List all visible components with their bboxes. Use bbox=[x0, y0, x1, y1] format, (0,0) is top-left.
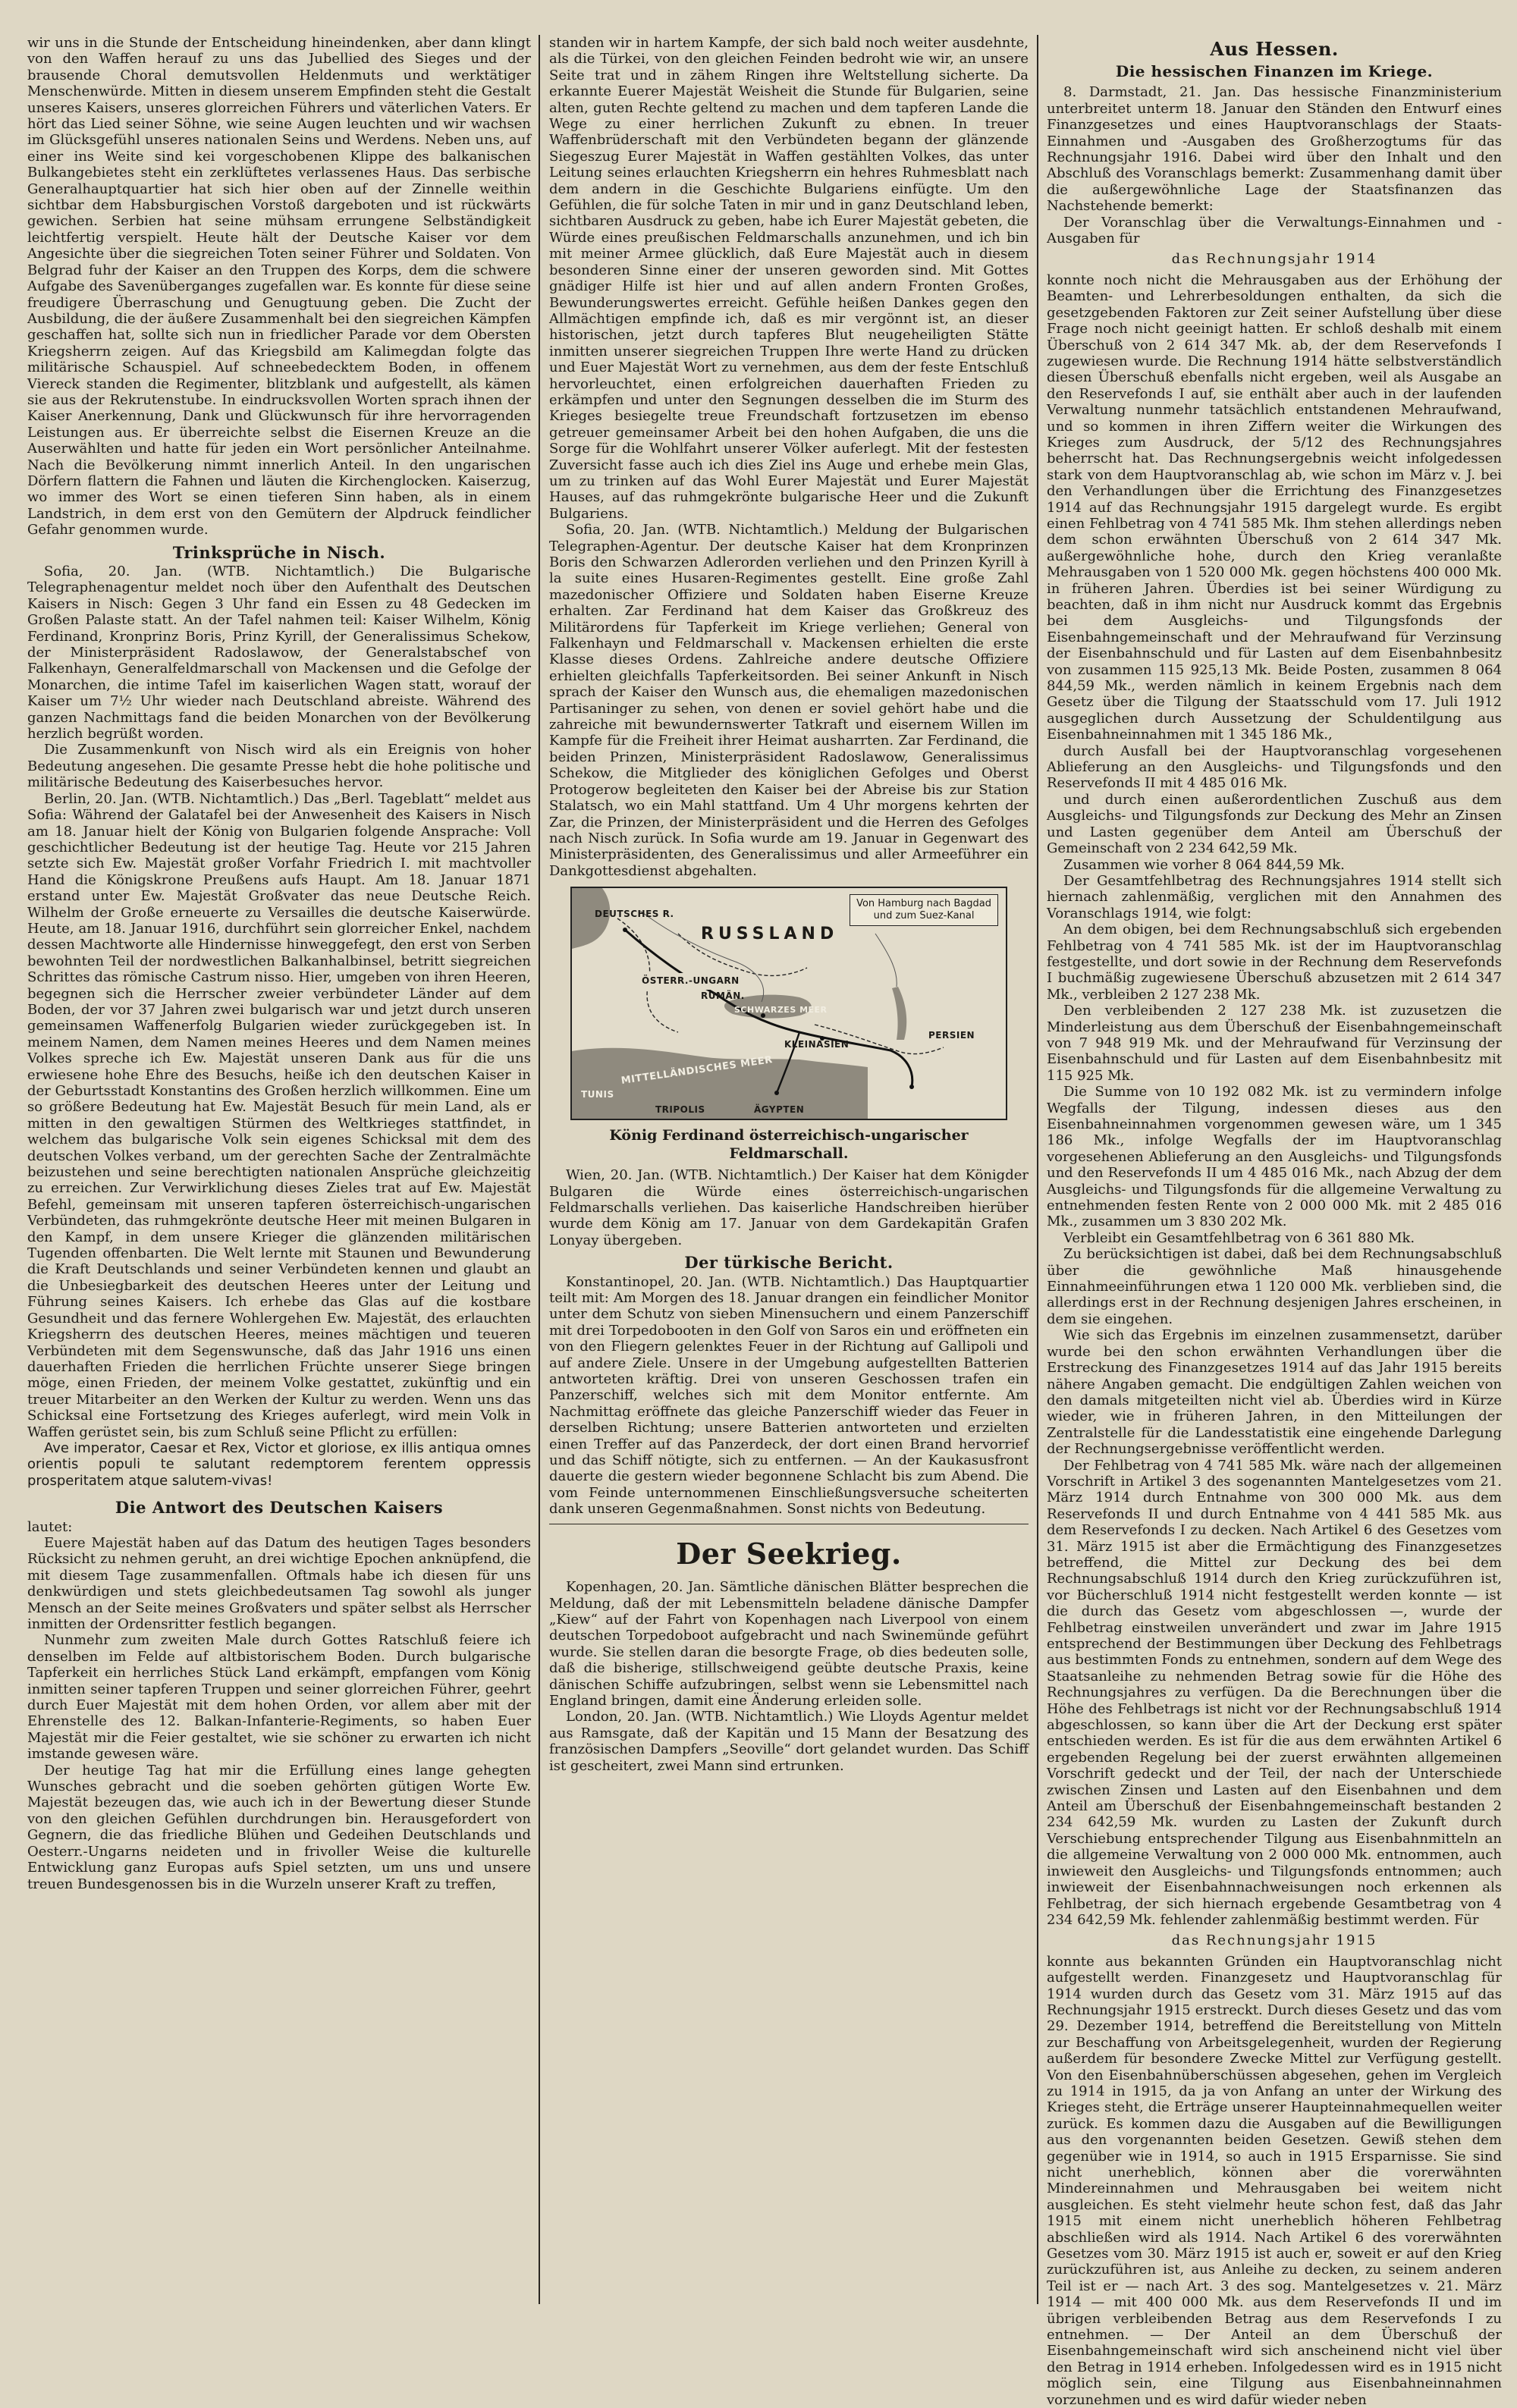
map-label: KLEINASIEN bbox=[784, 1039, 850, 1050]
article-text: Die Summe von 10 192 082 Mk. ist zu vermindern infolge Wegfalls der Tilgung, indessen dieses aus den Eisenbahneinnahmen vorgenommen gewesen wäre, um 1 345 186 Mk., infolge Wegfalls der im Hauptvoranschlag vorgesehenen Ablieferung an den Ausgleichs- und Tilgungsfonds und den Reservefonds II um 4 485 016 Mk., nach Abzug der dem Ausgleichs- und Tilgungsfonds für die allgemeine Verwaltung zu entnehmenden festen Rente von 2 000 000 Mk. mit 2 485 016 Mk., zusammen um 3 830 202 Mk. bbox=[1047, 1084, 1502, 1230]
article-text: konnte noch nicht die Mehrausgaben aus der Erhöhung der Beamten- und Lehrerbesoldungen enthalten, da sich die gesetzgebenden Faktoren zur Zeit seiner Aufstellung über diese Frage noch nicht geeinigt hatten. Er schloß deshalb mit einem Überschuß von 2 614 347 Mk. ab, der dem Reservefonds I zugewiesen wurde. Die Rechnung 1914 hätte selbstverständlich diesen Überschuß ebenfalls nicht ergeben, weil als Ausgabe an den Reservefonds I auf, sie enthält aber auch in der laufenden Verwaltung nunmehr tatsächlich entstandenen Mehraufwand, und so kommen in ihren Ziffern weiter die Wirkungen des Krieges zum Ausdruck, der 5/12 des Rechnungsjahres beherrscht hat. Das Rechnungsergebnis weicht infolgedessen stark von dem Hauptvoranschlag ab, wie schon im März v. J. bei den Verhandlungen über die Errichtung des Finanzgesetzes 1914 auf das Rechnungsjahr 1915 dargelegt wurde. Es ergibt einen Fehlbetrag von 4 741 585 Mk. Ihm stehen allerdings neben dem schon erwähnten Überschuß von 2 614 347 Mk. außergewöhnliche hohe, durch den Krieg veranlaßte Mehrausgaben von 1 520 000 Mk. gegen höchstens 400 000 Mk. in früheren Jahren. Überdies ist bei seiner Würdigung zu beachten, daß in ihm nicht nur Ausdruck kommt das Ergebnis bei dem Ausgleichs- und Tilgungsfonds der Eisenbahngemeinschaft und der Mehraufwand für Verzinsung der Eisenbahnschuld und für Lasten auf dem Eisenbahnbesitz von zusammen 115 925,13 Mk. Beide Posten, zusammen 8 064 844,59 Mk., werden nämlich in keinem Ergebnis nach dem Gesetz über die Tilgung der Staatsschuld vom 17. Juli 1912 ausgeglichen durch Aussetzung der Schuldentilgung aus Eisenbahneinnahmen mit 1 345 186 Mk., bbox=[1047, 272, 1502, 743]
article-text: Der Gesamtfehlbetrag des Rechnungsjahres 1914 stellt sich hiernach zahlenmäßig, verglichen mit den Annahmen des Voranschlags 1914, wie folgt: bbox=[1047, 872, 1502, 921]
section-heading: Die Antwort des Deutschen Kaisers bbox=[115, 1498, 444, 1518]
separator bbox=[549, 1524, 1029, 1525]
caption-line: Feldmarschall. bbox=[729, 1145, 849, 1163]
map-legend bbox=[850, 894, 998, 926]
column-left bbox=[27, 35, 531, 2319]
article-text: Konstantinopel, 20. Jan. (WTB. Nichtamtlich.) Das Hauptquartier teilt mit: Am Morgen des 18. Januar drangen ein feindlicher Monitor unter dem Schutz von sieben Minensuchern und einem Panzerschiff mit drei Torpedobooten in den Golf von Saros ein und eröffneten ein von den Fliegern gelenktes Feuer in der Richtung auf Gallipoli und auf andere Ziele. Unsere in der Umgebung aufgestellten Batterien antworteten kräftig. Drei von unseren Geschossen trafen ein Panzerschiff, welches sich mit dem Monitor entfernte. Am Nachmittag eröffnete das gleiche Panzerschiff wieder das Feuer in derselben Richtung; unsere Batterien antworteten und erzielten einen Treffer auf das Panzerdeck, der dort einen Brand hervorrief und das Schiff nötigte, sich zu entfernen. — An der Kaukasusfront dauerte die gestern wieder begonnene Schlacht bis zum Abend. Die vom Feinde unternommenen Einschließungsversuche scheiterten dank unseren Gegenmaßnahmen. Sonst nichts von Bedeutung. bbox=[549, 1273, 1029, 1518]
map-label: PERSIEN bbox=[928, 1030, 975, 1041]
article-text: Sofia, 20. Jan. (WTB. Nichtamtlich.) Die Bulgarische Telegraphenagentur meldet noch über den Aufenthalt des Deutschen Kaisers in Nisch: Gegen 3 Uhr fand ein Essen zu 48 Gedecken im Großen Palaste statt. An der Tafel nahmen teil: Kaiser Wilhelm, König Ferdinand, Kronprinz Boris, Prinz Kyrill, der Generalissimus Schekow, der Ministerpräsident Radoslawow, der Generalstabschef von Falkenhayn, Generalfeldmarschall von Mackensen und die Gefolge der Monarchen, die intime Tafel im kaiserlichen Wagen statt, worauf der Kaiser um 7½ Uhr wieder nach Deutschland abreiste. Während des ganzen Nachmittags fand die beiden Monarchen von der Bevölkerung herzlich begrüßt worden. bbox=[27, 564, 531, 742]
map-figure bbox=[570, 887, 1007, 1120]
article-text: standen wir in hartem Kampfe, der sich bald noch weiter ausdehnte, als die Türkei, von den gleichen Feinden bedroht wie wir, an unsere Seite trat und in zähem Ringen ihre Weltstellung sicherte. Da erkannte Euerer Majestät Weisheit die Stunde für Bulgarien, seine alten, guten Rechte geltend zu machen und dem tapferen Lande die Wege zu einer herrlichen Zukunft zu ebnen. In treuer Waffenbrüderschaft mit den Verbündeten begann der glänzende Siegeszug Eurer Majestät in Waffen gestählten Volkes, das unter Leitung seines erlauchten Kriegsherrn ein hehres Ruhmesblatt nach dem andern in die Geschichte Bulgariens einfügte. Um den Gefühlen, die für solche Taten in mir und in ganz Deutschland leben, sichtbaren Ausdruck zu geben, habe ich Eurer Majestät gebeten, die Würde eines preußischen Feldmarschalls anzunehmen, und ich bin mit meiner Armee glücklich, daß Eure Majestät auch in diesem besonderen Sinne einer der unseren geworden sind. Mit Gottes gnädiger Hilfe ist hier und auf allen andern Fronten Großes, Bewunderungswertes erreicht. Gefühle heißen Dankes gegen den Allmächtigen empfinde ich, daß es mir vergönnt ist, an dieser historischen, jetzt durch tapferes Blut neugeheiligten Stätte inmitten unserer siegreichen Truppen Ihre werte Hand zu drücken und Euer Majestät Wort zu vernehmen, aus dem der feste Entschluß hervorleuchtet, einen erfolgreichen dauerhaften Frieden zu erkämpfen und unter den Segnungen desselben die im Sturm des Krieges besiegelte treue Freundschaft fortzusetzen im ebenso getreuer gemeinsamer Arbeit bei den hohen Aufgaben, die uns die Sorge für die Wohlfahrt unserer Völker auferlegt. Mit der festesten Zuversicht fasse auch ich dies Ziel ins Auge und erhebe mein Glas, um zu trinken auf das Wohl Eurer Majestät und Eurer Majestät Hauses, auf das ruhmgekrönte bulgarische Heer und die Zukunft Bulgariens. bbox=[549, 35, 1029, 522]
map-label: MITTELLÄNDISCHES MEER bbox=[620, 1054, 774, 1088]
article-text: konnte aus bekannten Gründen ein Hauptvoranschlag nicht aufgestellt werden. Finanzgesetz und Hauptvoranschlag für 1914 wurden durch das Gesetz vom 31. März 1915 auf das Rechnungsjahr 1915 erstreckt. Durch dieses Gesetz und das vom 29. Dezember 1914, betreffend die Bereitstellung von Mitteln zur Beschaffung von Arbeitsgelegenheit, wurden der Regierung außerdem für besondere Zwecke Mittel zur Verfügung gestellt. Von den Eisenbahnüberschüssen abgesehen, gehen im Vergleich zu 1914 in 1915, da ja von Anfang an unter der Wirkung des Krieges steht, die Erträge unserer Haupteinnahmequellen weiter zurück. Es kommen dazu die Ausgaben auf die Bewilligungen aus den vorgenannten beiden Gesetzen. Gewiß stehen dem gegenüber wie in 1914, so auch in 1915 Ersparnisse. Sie sind nicht unerheblich, können aber die vorerwähnten Mindereinnahmen und Mehrausgaben bei weitem nicht ausgleichen. Es steht vielmehr heute schon fest, daß das Jahr 1915 mit einem nicht unerheblich höheren Fehlbetrag abschließen wird als 1914. Nach Artikel 6 des vorerwähnten Gesetzes vom 30. März 1915 ist auch er, soweit er auf den Krieg zurückzuführen ist, aus Anleihe zu decken, zu seinem anderen Teil ist er — nach Art. 3 des sog. Mantelgesetzes v. 21. März 1914 — mit 400 000 Mk. aus dem Reservefonds II und im übrigen verbleibenden Betrag aus dem Reservefonds I zu entnehmen. — Der Anteil an dem Überschuß der Eisenbahngemeinschaft wird sich anscheinend nicht viel über den Betrag in 1914 erheben. Infolgedessen wird es in 1915 nicht möglich sein, eine Tilgung aus Eisenbahneinnahmen vorzunehmen und es wird dafür wieder neben bbox=[1047, 1953, 1502, 2408]
article-text: An dem obigen, bei dem Rechnungsabschluß sich ergebenden Fehlbetrag von 4 741 585 Mk. ist der im Hauptvoranschlag festgestellte, und dort sowie in der Rechnung dem Reservefonds I buchmäßig zugewiesene Überschuß abzusetzen mit 2 614 347 Mk., verbleiben 2 127 238 Mk. bbox=[1047, 921, 1502, 1003]
centered-subtitle: das Rechnungsjahr 1914 bbox=[1171, 251, 1377, 268]
article-text: Verbleibt ein Gesamtfehlbetrag von 6 361 880 Mk. bbox=[1063, 1229, 1415, 1246]
article-text: Nunmehr zum zweiten Male durch Gottes Ratschluß feiere ich denselben im Felde auf altbistorischem Boden. Durch bulgarische Tapferkeit ein herrliches Stück Land erkämpft, empfangen vom König inmitten seiner tapferen Truppen und seiner glorreichen Führer, geehrt durch Euer Majestät mit dem hohen Orden, vor allem aber mit der Ehrenstelle des 12. Balkan-Infanterie-Regiments, so haben Euer Majestät mir die Feier gestaltet, wie sie schöner zu erwarten ich nicht imstande gewesen wäre. bbox=[27, 1632, 531, 1763]
latin-quote: Ave imperator, Caesar et Rex, Victor et gloriose, ex illis antiqua omnes orientis populi te salutant redemptorem ferentem oppressis prosperitatem atque salutem-vivas! bbox=[27, 1439, 531, 1489]
map-label: RUSSLAND bbox=[701, 925, 839, 944]
column-divider bbox=[1037, 35, 1038, 2304]
article-text: Der heutige Tag hat mir die Erfüllung eines lange gehegten Wunsches gebracht und die soeben gehörten gütigen Worte Ew. Majestät bezeugen das, wie auch ich in der Bewertung dieser Stunde von den gleichen Gefühlen durchdrungen bin. Herausgefordert von Gegnern, die das friedliche Blühen und Gedeihen Deutschlands und Oesterr.-Ungarns neideten und in frivoller Weise die kulturelle Entwicklung ganz Europas aufs Spiel setzten, um uns und unsere treuen Bundesgenossen bis in die Wurzeln unserer Kraft zu treffen, bbox=[27, 1762, 531, 1892]
article-text: Wien, 20. Jan. (WTB. Nichtamtlich.) Der Kaiser hat dem Königder Bulgaren die Würde eines österreichisch-ungarischen Feldmarschalls verliehen. Das kaiserliche Handschreiben hierüber wurde dem König am 17. Januar von dem Gardekapitän Grafen Lonyay übergeben. bbox=[549, 1167, 1029, 1248]
map-legend-subtitle: und zum Suez-Kanal bbox=[873, 910, 975, 922]
subheading: Die hessischen Finanzen im Kriege. bbox=[1115, 62, 1434, 80]
article-text: und durch einen außerordentlichen Zuschuß aus dem Ausgleichs- und Tilgungsfonds zur Deckung des Mehr an Zinsen und Lasten gegenüber dem Anteil am Überschuß der Gemeinschaft von 2 234 642,59 Mk. bbox=[1047, 791, 1502, 857]
map-label: TUNIS bbox=[581, 1089, 614, 1100]
caption-line: König Ferdinand österreichisch-ungarischer bbox=[609, 1127, 969, 1144]
map-label: TRIPOLIS bbox=[655, 1104, 705, 1116]
article-text: Zusammen wie vorher 8 064 844,59 Mk. bbox=[1063, 856, 1345, 873]
section-heading: Der türkische Bericht. bbox=[684, 1253, 894, 1273]
centered-subtitle: das Rechnungsjahr 1915 bbox=[1171, 1932, 1377, 1949]
article-text: durch Ausfall bei der Hauptvoranschlag vorgesehenen Ablieferung an den Ausgleichs- und Tilgungsfonds und den Reservefonds II mit 4 485 016 Mk. bbox=[1047, 742, 1502, 792]
article-text: Zu berücksichtigen ist dabei, daß bei dem Rechnungsabschluß über die gewöhnliche Maß hinausgehende Einnahmeeinführungen etwa 1 120 000 Mk. verblieben sind, die allerdings erst in der Rechnung desjenigen Jahres erscheinen, in dem sie eingehen. bbox=[1047, 1246, 1502, 1327]
map-label: DEUTSCHES R. bbox=[595, 909, 674, 920]
map-label: ÖSTERR.-UNGARN bbox=[640, 973, 741, 989]
article-text: wir uns in die Stunde der Entscheidung hineindenken, aber dann klingt von den Waffen herauf zu uns das Jubellied des Sieges und der brausende Choral demutsvollen Heldenmuts und werktätiger Menschenwürde. Mitten in diesem unserem Empfinden steht die Gestalt unseres Kaisers, unseres glorreichen Führers und väterlichen Vaters. Er hört das Lied seiner Söhne, wie seine Augen leuchten und wir wachsen im Glücksgefühl unseres nationalen Seins und Werdens. Neben uns, auf einer ins Weite sind kei vorgeschobenen Klippe des balkanischen Bulkangebietes steht ein zerklüftetes verlassenes Haus. Das serbische Generalhauptquartier hat sich hier oben auf der Zinnelle weithin sichtbar dem Habsburgischen Vorstoß dargeboten und ist rückwärts gewichen. Serbien hat seine mühsam errungene Selbständigkeit leichtfertig verspielt. Heute hält der Deutsche Kaiser vor dem Angesichte über die siegreichen Toten seiner Führer und Soldaten. Von Belgrad fuhr der Kaiser an den Truppen des Korps, dem die schwere Aufgabe des Savenüberganges zugefallen war. Es konnte für diese seine freudigere Überraschung und Genugtuung geben. Die Zucht der Ausbildung, die der äußere Zusammenhalt bei den siegreichen Kämpfen geschaffen hat, sollte sich nun in friedlicher Parade vor dem Obersten Kriegsherrn zeigen. Auf das Kriegsbild am Kalimegdan folgte das militärische Schauspiel. Auf schneebedecktem Boden, in offenem Viereck standen die Regimenter, blitzblank und aufgestellt, als kämen sie aus der Rekrutenstube. In eindrucksvollen Worten sprach ihnen der Kaiser Anerkennung, Dank und Glückwunsch für ihre hervorragenden Leistungen aus. Er überreichte selbst die Eisernen Kreuze an die Auserwählten und hatte für jeden ein Wort persönlicher Anteilnahme. Nach die Bevölkerung nimmt innerlich Anteil. In den ungarischen Dörfern flattern die Fahnen und läuten die Kirchenglocken. Kaiserzug, wo immer des Wort se einen tieferen Sinn haben, als in einem Landstrich, in dem erst von den Gemütern der Alpdruck feindlicher Gefahr genommen wurde. bbox=[27, 35, 531, 538]
article-text: 8. Darmstadt, 21. Jan. Das hessische Finanzministerium unterbreitet unterm 18. Januar den Ständen den Entwurf eines Finanzgesetzes und eines Hauptvoranschlags der Staats-Einnahmen und -Ausgaben des Großherzogtums für das Rechnungsjahr 1916. Dabei wird über den Inhalt und den Abschluß des Voranschlags bemerkt: Zusammenhang damit über die außergewöhnliche Lage der Staatsfinanzen das Nachstehende bemerkt: bbox=[1047, 84, 1502, 215]
map-legend-title: Von Hamburg nach Bagdad bbox=[856, 898, 991, 910]
column-right bbox=[1047, 35, 1502, 2408]
section-heading: Der Seekrieg. bbox=[676, 1537, 902, 1571]
map-label: RUMÄN. bbox=[701, 991, 745, 1002]
article-text: lautet: bbox=[27, 1518, 73, 1535]
map-label: ÄGYPTEN bbox=[754, 1104, 805, 1116]
article-text: Den verbleibenden 2 127 238 Mk. ist zuzusetzen die Minderleistung aus dem Überschuß der Eisenbahngemeinschaft von 7 948 919 Mk. und der Mehraufwand für Verzinsung der Eisenbahnschuld und für Lasten auf dem Eisenbahnbesitz mit 115 925 Mk. bbox=[1047, 1003, 1502, 1084]
section-heading: Aus Hessen. bbox=[1210, 38, 1339, 60]
article-text: Euere Majestät haben auf das Datum des heutigen Tages besonders Rücksicht zu nehmen geruht, an drei wichtige Epochen anknüpfend, die mit diesem Tage zusammenfallen. Oftmals habe ich diesen für uns denkwürdigen und stets gleichbedeutsamen Tag sowohl als junger Mensch an der Seite meines Großvaters und später selbst als Herrscher inmitten der Ordensritter festlich begangen. bbox=[27, 1534, 531, 1632]
column-divider bbox=[539, 35, 540, 2304]
article-text: Der Voranschlag über die Verwaltungs-Einnahmen und -Ausgaben für bbox=[1047, 214, 1502, 247]
article-text: Der Fehlbetrag von 4 741 585 Mk. wäre nach der allgemeinen Vorschrift in Artikel 3 des sogenannten Mantelgesetzes vom 21. März 1914 durch Entnahme von 300 000 Mk. aus dem Reservefonds II und durch Entnahme von 4 441 585 Mk. aus dem Reservefonds I zu decken. Nach Artikel 6 des Gesetzes vom 31. März 1915 ist aber die Ermächtigung des Finanzgesetzes betreffend, die Mittel zur Deckung des bei dem Rechnungsabschluß 1914 durch den Krieg zurückzuführen ist, vor Bücherschluß 1914 nicht festgestellt werden konnte — ist die durch das Gesetz vom abgeschlossen —, wurde der Fehlbetrag einstweilen unverändert und zwar im Jahre 1915 entsprechend der Bestimmungen über Deckung des Fehlbetrags aus bestimmten Fonds zu entnehmen, sondern auf dem Wege des Staatsanleihe zu nehmenden Betrag sowie für die Höhe des Rechnungsjahres zu verfügen. Da die Berechnungen über die Höhe des Fehlbetrags ist nicht vor der Rechnungsabschluß 1914 abgeschlossen, so kann über die Art der Deckung erst später entschieden werden. Es ist für die aus dem erwähnten Artikel 6 ergebenden Regelung bei der zuerst erwähnten allgemeinen Vorschrift gedeckt und der Teil, der nach der Unterschiede zwischen Zinsen und Lasten auf den Eisenbahnen und dem Anteil am Überschuß der Eisenbahngemeinschaft bestanden 2 234 642,59 Mk. wurden zu Lasten der Zukunft durch Verschiebung entsprechender Tilgung aus Eisenbahnmitteln an die allgemeine Verwaltung von 2 000 000 Mk. entnommen, auch inwieweit den Ausgleichs- und Tilgungsfonds entnommen; auch inwieweit der Eisenbahnnachweisungen noch erkennen als Fehlbetrag, der sich hiernach ergebende Gesamtbetrag von 4 234 642,59 Mk. fehlender zahlenmäßig bestimmt werden. Für bbox=[1047, 1457, 1502, 1928]
section-heading: Trinksprüche in Nisch. bbox=[172, 542, 386, 562]
article-text: Sofia, 20. Jan. (WTB. Nichtamtlich.) Meldung der Bulgarischen Telegraphen-Agentur. Der deutsche Kaiser hat dem Kronprinzen Boris den Schwarzen Adlerorden verliehen und den Prinzen Kyrill à la suite eines Husaren-Regimentes gestellt. Eine große Zahl mazedonischer Offiziere und Soldaten haben Eiserne Kreuze erhalten. Zar Ferdinand hat dem Kaiser das Großkreuz des Militärordens für Tapferkeit im Kriege verliehen; General von Falkenhayn und Feldmarschall v. Mackensen erhielten die erste Klasse dieses Ordens. Zahlreiche andere deutsche Offiziere erhielten gleichfalls Tapferkeitsorden. Bei seiner Ankunft in Nisch sprach der Kaiser den Wunsch aus, die ehemaligen mazedonischen Partisaninger zu sehen, von denen er soviel gehört habe und die zahreiche mit bewundernswerter Tatkraft und eisernem Willen im Kampfe für die Freiheit ihrer Heimat ausharrten. Zar Ferdinand, die beiden Prinzen, Ministerpräsident Radoslawow, Generalissimus Schekow, die Mitglieder des königlichen Gefolges und Oberst Protogerow begleiteten den Kaiser bei der Abreise bis zur Station Stalatsch, wo ein Mahl stattfand. Um 4 Uhr morgens kehrten der Zar, die Prinzen, der Ministerpräsident und die Herren des Gefolges nach Nisch zurück. In Sofia wurde am 19. Januar in Gegenwart des Ministerpräsidenten, des Generalissimus und aller Armeeführer ein Dankgottesdienst abgehalten. bbox=[549, 522, 1029, 879]
column-middle bbox=[549, 35, 1029, 2319]
map-label: SCHWARZES MEER bbox=[734, 1005, 828, 1016]
article-text: Berlin, 20. Jan. (WTB. Nichtamtlich.) Das „Berl. Tageblatt“ meldet aus Sofia: Während der Galatafel bei der Anwesenheit des Kaisers in Nisch am 18. Januar hielt der König von Bulgarien folgende Ansprache: Voll geschichtlicher Bedeutung ist der heutige Tag. Heute vor 215 Jahren setzte sich Ew. Majestät großer Vorfahr Friedrich I. mit machtvoller Hand die Königskrone Preußens aufs Haupt. Am 18. Januar 1871 erstand unter Ew. Majestät Großvater das neue Deutsche Reich. Wilhelm der Große erneuerte zu Versailles die deutsche Kaiserwürde. Heute, am 18. Januar 1916, durchführt sein glorreicher Enkel, nachdem dessen Machtworte alle Hindernisse hinweggefegt, den erst von Serben bewohnten Teil der nordwestlichen Balkanhalbinsel, betritt siegreichen Schrittes das römische Castrum nisso. Hier, umgeben von ihren Heeren, begegnen sich die Herrscher zweier verbündeter Länder auf dem Boden, der vor 37 Jahren zwei bulgarisch war und jetzt durch unseren gemeinsamen Waffenerfolg Bulgarien wieder zurückgegeben ist. In meinem Namen, dem Namen meines Heeres und dem Namen meines Volkes spreche ich Ew. Majestät unseren Dank aus für die uns erwiesene hohe Ehre des Besuchs, heiße ich den deutschen Kaiser in der Geburtsstadt Konstantins des Großen herzlich willkommen. Eine um so größere Bedeutung hat Ew. Majestät Besuch für mein Land, als er mitten in den gewaltigen Stürmen des Weltkrieges stattfindet, in welchem das bulgarische Volk sein eigenes Schicksal mit dem des deutschen Volkes verband, um der gerechten Sache der Zentralmächte beizustehen und seine berechtigten nationalen Ansprüche gleichzeitig zu erreichen. Zur Verwirklichung dieses Zieles trat auf Ew. Majestät Befehl, gemeinsam mit unseren tapferen österreichisch-ungarischen Verbündeten, das ruhmgekrönte deutsche Heer mit meinen Bulgaren in den Kampf, in dem unsere Krieger die glänzenden militärischen Tugenden offenbarten. Die Welt lernte mit Staunen und Bewunderung die Kraft Deutschlands und seiner Verbündeten kennen und glaubt an die Unbesiegbarkeit des deutschen Heeres unter der Leitung und Führung seines Kaisers. Ich erhebe das Glas auf die kostbare Gesundheit und das fernere Wohlergehen Ew. Majestät, des erlauchten Kriegsherrn des deutschen Heeres, meines mächtigen und teueren Verbündeten mit dem Segenswunsche, daß das Jahr 1916 uns einen dauerhaften Frieden die herrlichen Früchte unserer Siege bringen möge, einen Frieden, der meinem Volke gestattet, zukünftig und ein treuer Mitarbeiter an den Werken der Kultur zu werden. Wenn uns das Schicksal eine Fortsetzung des Krieges auferlegt, wird mein Volk in Waffen gerüstet sein, bis zum Schluß seine Pflicht zu erfüllen: bbox=[27, 790, 531, 1440]
article-text: Kopenhagen, 20. Jan. Sämtliche dänischen Blätter besprechen die Meldung, daß der mit Lebensmitteln beladene dänische Dampfer „Kiew“ auf der Fahrt von Kopenhagen nach Liverpool von einem deutschen Torpedoboot aufgebracht und nach Swinemünde geführt wurde. Sie stellen daran die besorgte Frage, ob dies bedeuten solle, daß die bisherige, stillschweigend geübte deutsche Praxis, keine dänischen Schiffe aufzubringen, selbst wenn sie Lebensmittel nach England bringen, damit eine Änderung erleiden solle. bbox=[549, 1579, 1029, 1709]
article-text: Wie sich das Ergebnis im einzelnen zusammensetzt, darüber wurde bei den schon erwähnten Verhandlungen über die Erstreckung des Finanzgesetzes 1914 auf das Jahr 1915 bereits nähere Angaben gemacht. Die endgültigen Zahlen weichen von den damals mitgeteilten nicht viel ab. Überdies wird in Kürze wieder, wie in früheren Jahren, in den Mitteilungen der Zentralstelle für die Landesstatistik eine eingehende Darlegung der Rechnungsergebnisse veröffentlicht werden. bbox=[1047, 1327, 1502, 1458]
article-text: London, 20. Jan. (WTB. Nichtamtlich.) Wie Lloyds Agentur meldet aus Ramsgate, daß der Kapitän und 15 Mann der Besatzung des französischen Dampfers „Seoville“ dort gelandet wurden. Das Schiff ist gescheitert, zwei Mann sind ertrunken. bbox=[549, 1709, 1029, 1774]
article-text: Die Zusammenkunft von Nisch wird als ein Ereignis von hoher Bedeutung angesehen. Die gesamte Presse hebt die hohe politische und militärische Bedeutung des Kaiserbesuches hervor. bbox=[27, 742, 531, 791]
map-caption bbox=[549, 1126, 1029, 1163]
